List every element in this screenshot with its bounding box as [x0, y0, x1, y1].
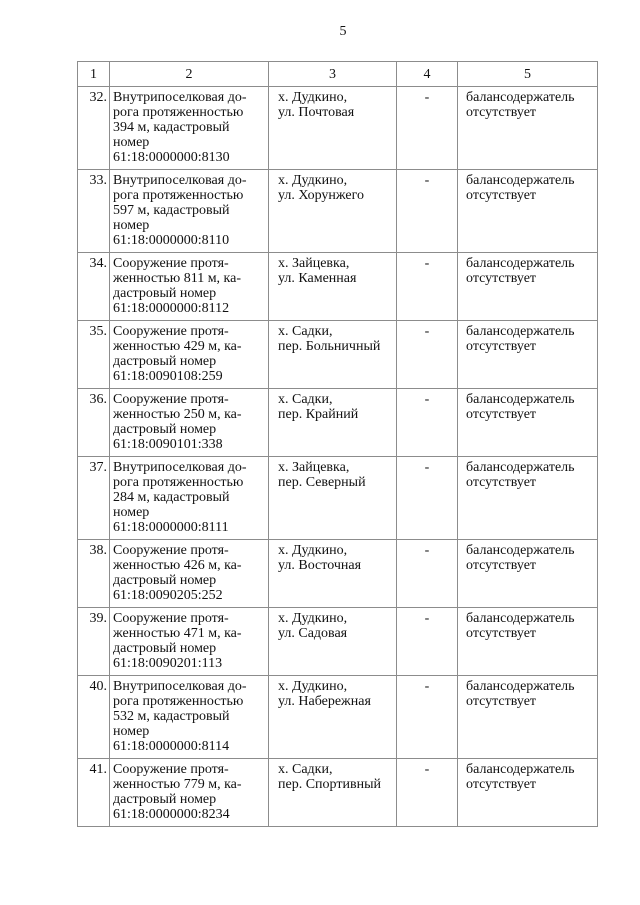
- col4-cell: -: [397, 389, 458, 457]
- header-cell-5: 5: [458, 62, 598, 87]
- col4-cell: -: [397, 457, 458, 540]
- object-line: 61:18:0000000:8114: [113, 739, 230, 754]
- object-line: Сооружение протя-: [113, 392, 229, 407]
- object-line: 61:18:0000000:8130: [113, 150, 230, 165]
- location-cell: [269, 87, 397, 170]
- object-line: дастровый номер: [113, 286, 217, 301]
- col4-cell: -: [397, 759, 458, 827]
- object-line: дастровый номер: [113, 573, 217, 588]
- location-cell: [269, 608, 397, 676]
- holder-cell: [458, 170, 598, 253]
- holder-cell: [458, 389, 598, 457]
- location-cell: [269, 389, 397, 457]
- table-row: [78, 759, 598, 827]
- location-line: ул. Набережная: [278, 694, 371, 709]
- object-cell: [110, 759, 269, 827]
- object-line: Внутрипоселковая до-: [113, 679, 247, 694]
- table-row: [78, 321, 598, 389]
- header-cell-1: 1: [78, 62, 110, 87]
- location-line: х. Дудкино,: [278, 173, 348, 188]
- location-cell: [269, 170, 397, 253]
- object-line: 61:18:0000000:8234: [113, 807, 230, 822]
- object-line: 61:18:0090108:259: [113, 369, 223, 384]
- holder-line: отсутствует: [466, 558, 537, 573]
- holder-cell: [458, 540, 598, 608]
- object-cell: [110, 540, 269, 608]
- object-line: дастровый номер: [113, 422, 217, 437]
- header-cell-3: 3: [269, 62, 397, 87]
- holder-line: отсутствует: [466, 475, 537, 490]
- location-line: ул. Садовая: [278, 626, 348, 641]
- object-line: рога протяженностью: [113, 475, 244, 490]
- object-line: 532 м, кадастровый: [113, 709, 230, 724]
- object-cell: [110, 87, 269, 170]
- location-line: ул. Хорунжего: [278, 188, 365, 203]
- row-number-cell: 39.: [78, 608, 110, 676]
- holder-line: отсутствует: [466, 694, 537, 709]
- object-line: Внутрипоселковая до-: [113, 90, 247, 105]
- object-line: Сооружение протя-: [113, 256, 229, 271]
- row-number-cell: 38.: [78, 540, 110, 608]
- object-line: номер: [113, 505, 150, 520]
- holder-line: балансодержатель: [466, 611, 575, 626]
- holder-cell: [458, 87, 598, 170]
- object-line: Сооружение протя-: [113, 611, 229, 626]
- holder-line: балансодержатель: [466, 173, 575, 188]
- object-line: Сооружение протя-: [113, 762, 229, 777]
- location-cell: [269, 457, 397, 540]
- holder-line: балансодержатель: [466, 256, 575, 271]
- table-row: [78, 457, 598, 540]
- table-row: [78, 389, 598, 457]
- object-line: 61:18:0000000:8111: [113, 520, 229, 535]
- location-line: х. Дудкино,: [278, 90, 348, 105]
- row-number-cell: 40.: [78, 676, 110, 759]
- object-line: дастровый номер: [113, 641, 217, 656]
- holder-line: отсутствует: [466, 105, 537, 120]
- holder-line: отсутствует: [466, 626, 537, 641]
- object-cell: [110, 676, 269, 759]
- holder-cell: [458, 253, 598, 321]
- col4-cell: -: [397, 170, 458, 253]
- header-cell-2: 2: [110, 62, 269, 87]
- holder-line: балансодержатель: [466, 762, 575, 777]
- col4-cell: -: [397, 540, 458, 608]
- location-line: х. Садки,: [278, 762, 333, 777]
- holder-cell: [458, 457, 598, 540]
- object-line: женностью 250 м, ка-: [113, 407, 242, 422]
- location-cell: [269, 759, 397, 827]
- col4-cell: -: [397, 676, 458, 759]
- holder-line: отсутствует: [466, 339, 537, 354]
- table-row: [78, 253, 598, 321]
- object-line: Сооружение протя-: [113, 543, 229, 558]
- header-row: [78, 62, 598, 87]
- object-line: рога протяженностью: [113, 105, 244, 120]
- object-line: номер: [113, 218, 150, 233]
- holder-line: отсутствует: [466, 777, 537, 792]
- header-cell-4: 4: [397, 62, 458, 87]
- object-line: дастровый номер: [113, 792, 217, 807]
- object-line: 61:18:0000000:8110: [113, 233, 230, 248]
- object-line: рога протяженностью: [113, 694, 244, 709]
- object-line: номер: [113, 135, 150, 150]
- object-line: Сооружение протя-: [113, 324, 229, 339]
- table-row: [78, 676, 598, 759]
- object-line: женностью 471 м, ка-: [113, 626, 242, 641]
- col4-cell: -: [397, 253, 458, 321]
- holder-line: балансодержатель: [466, 324, 575, 339]
- location-cell: [269, 321, 397, 389]
- location-line: х. Дудкино,: [278, 543, 348, 558]
- location-line: пер. Северный: [278, 475, 366, 490]
- object-cell: [110, 608, 269, 676]
- location-line: пер. Спортивный: [278, 777, 381, 792]
- location-line: х. Дудкино,: [278, 611, 348, 626]
- object-cell: [110, 170, 269, 253]
- object-line: женностью 429 м, ка-: [113, 339, 242, 354]
- holder-line: отсутствует: [466, 188, 537, 203]
- table-body: [78, 87, 598, 827]
- table-row: [78, 540, 598, 608]
- col4-cell: -: [397, 608, 458, 676]
- location-line: х. Садки,: [278, 324, 333, 339]
- holder-line: отсутствует: [466, 407, 537, 422]
- object-line: 597 м, кадастровый: [113, 203, 230, 218]
- object-line: дастровый номер: [113, 354, 217, 369]
- location-line: х. Дудкино,: [278, 679, 348, 694]
- object-line: женностью 426 м, ка-: [113, 558, 242, 573]
- location-line: х. Зайцевка,: [278, 256, 350, 271]
- object-cell: [110, 321, 269, 389]
- object-line: номер: [113, 724, 150, 739]
- holder-line: балансодержатель: [466, 460, 575, 475]
- object-line: 284 м, кадастровый: [113, 490, 230, 505]
- object-line: 61:18:0090205:252: [113, 588, 223, 603]
- location-cell: [269, 676, 397, 759]
- location-line: х. Зайцевка,: [278, 460, 350, 475]
- holder-line: балансодержатель: [466, 543, 575, 558]
- location-line: пер. Больничный: [278, 339, 381, 354]
- location-cell: [269, 540, 397, 608]
- holder-line: балансодержатель: [466, 392, 575, 407]
- row-number-cell: 41.: [78, 759, 110, 827]
- object-cell: [110, 253, 269, 321]
- holder-line: отсутствует: [466, 271, 537, 286]
- row-number-cell: 36.: [78, 389, 110, 457]
- row-number-cell: 35.: [78, 321, 110, 389]
- page-number: 5: [339, 24, 347, 39]
- holder-cell: [458, 759, 598, 827]
- holder-cell: [458, 321, 598, 389]
- holder-line: балансодержатель: [466, 90, 575, 105]
- location-line: х. Садки,: [278, 392, 333, 407]
- table-row: [78, 87, 598, 170]
- holder-cell: [458, 608, 598, 676]
- object-line: женностью 811 м, ка-: [113, 271, 242, 286]
- object-line: женностью 779 м, ка-: [113, 777, 242, 792]
- col4-cell: -: [397, 87, 458, 170]
- table-row: [78, 608, 598, 676]
- object-line: рога протяженностью: [113, 188, 244, 203]
- row-number-cell: 32.: [78, 87, 110, 170]
- object-cell: [110, 389, 269, 457]
- object-line: Внутрипоселковая до-: [113, 173, 247, 188]
- location-line: пер. Крайний: [278, 407, 359, 422]
- table-header: [78, 62, 598, 87]
- object-line: 394 м, кадастровый: [113, 120, 230, 135]
- object-line: 61:18:0090101:338: [113, 437, 223, 452]
- object-cell: [110, 457, 269, 540]
- location-cell: [269, 253, 397, 321]
- row-number-cell: 37.: [78, 457, 110, 540]
- document-table: [77, 61, 598, 827]
- holder-line: балансодержатель: [466, 679, 575, 694]
- location-line: ул. Восточная: [278, 558, 362, 573]
- row-number-cell: 33.: [78, 170, 110, 253]
- holder-cell: [458, 676, 598, 759]
- location-line: ул. Каменная: [278, 271, 357, 286]
- location-line: ул. Почтовая: [278, 105, 355, 120]
- table-row: [78, 170, 598, 253]
- object-line: Внутрипоселковая до-: [113, 460, 247, 475]
- col4-cell: -: [397, 321, 458, 389]
- row-number-cell: 34.: [78, 253, 110, 321]
- object-line: 61:18:0000000:8112: [113, 301, 230, 316]
- object-line: 61:18:0090201:113: [113, 656, 223, 671]
